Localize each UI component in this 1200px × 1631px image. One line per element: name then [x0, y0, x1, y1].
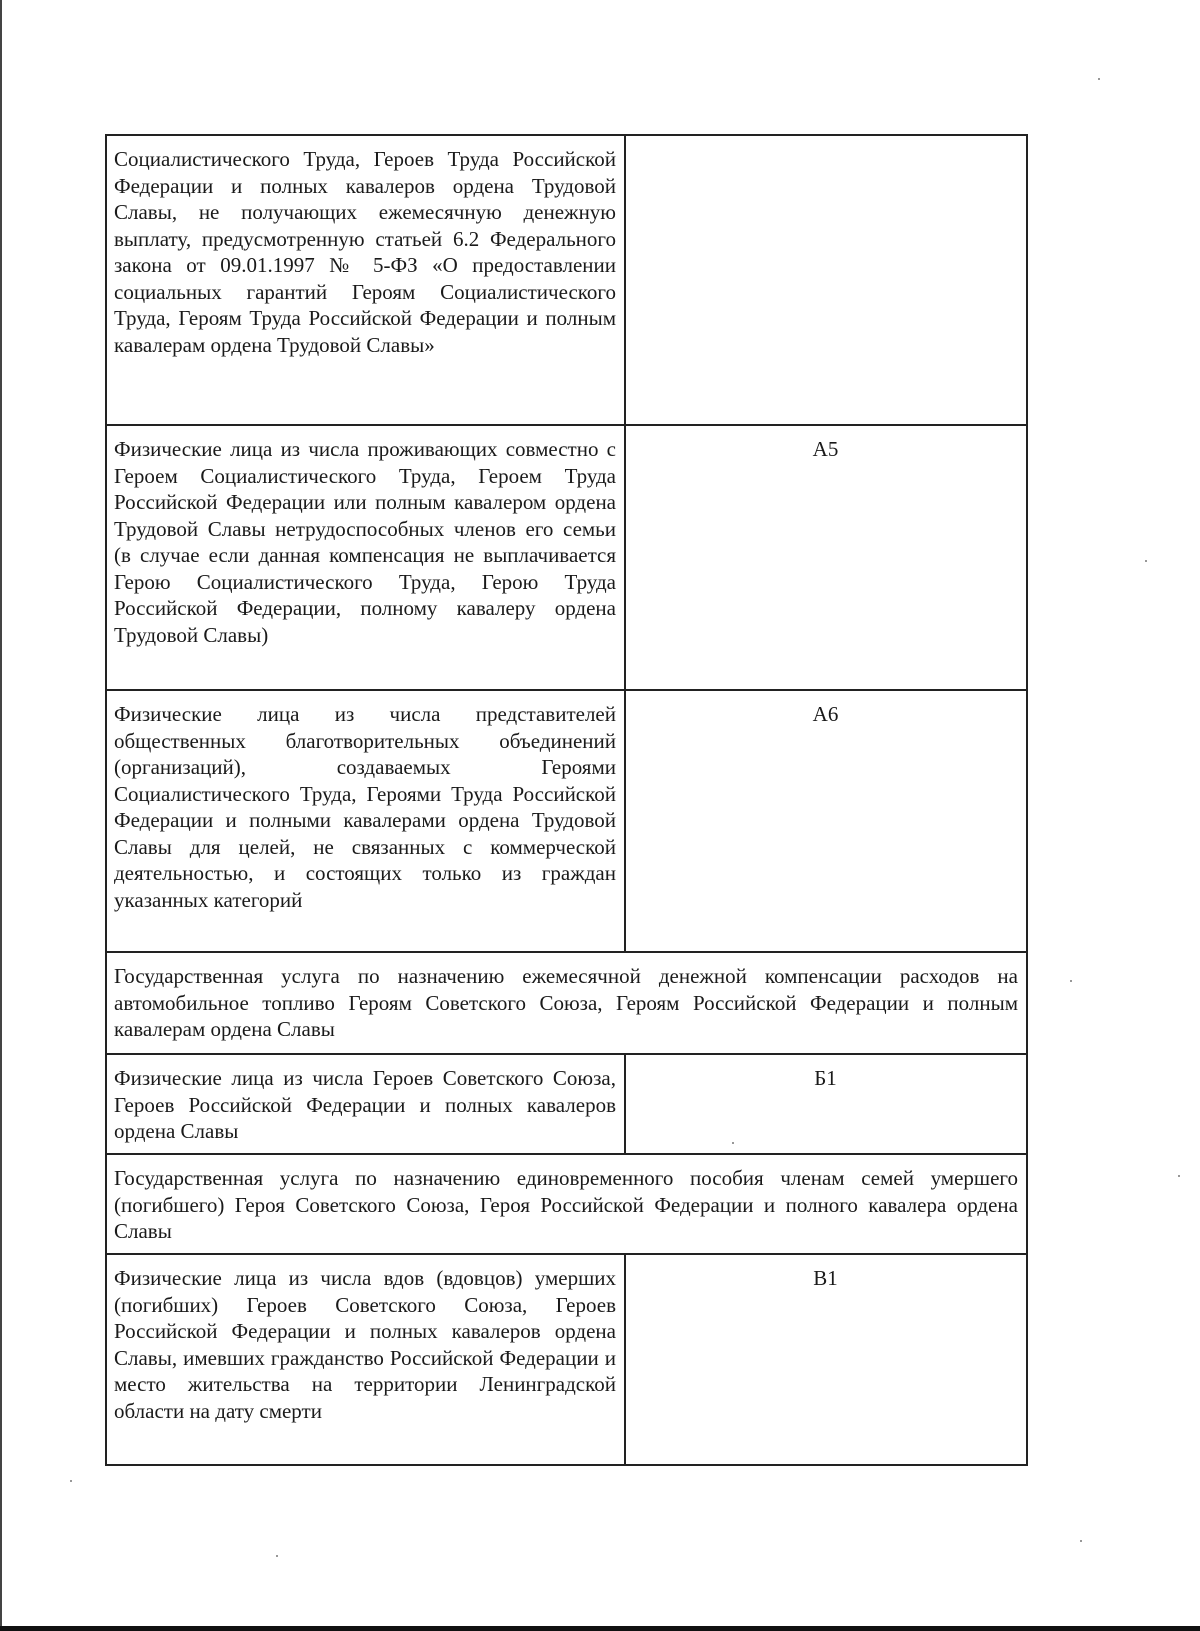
scan-bottom-edge — [0, 1626, 1200, 1631]
beneficiary-table — [105, 134, 1028, 1466]
scan-left-edge — [0, 0, 2, 1631]
scan-speck — [732, 1142, 734, 1144]
section-heading: Государственная услуга по назначению единовременного пособия членам семей умершего (погибшего) Героя Советского Союза, Героя Российской Федерации и полного кавалера ордена Славы — [106, 1154, 1027, 1254]
scan-speck — [1070, 980, 1072, 982]
scan-speck — [1080, 1540, 1082, 1542]
scan-speck — [1145, 560, 1147, 562]
table-row — [106, 1254, 1027, 1465]
scan-speck — [1098, 78, 1100, 80]
table-row — [106, 1054, 1027, 1154]
row-description: Физические лица из числа представителей общественных благотворительных объединений (организаций), создаваемых Героями Социалистического Труда, Героями Труда Российской Федерации и полными кавалерами ордена Трудовой Славы для целей, не связанных с коммерческой деятельностью, и состоящих только из граждан указанных категорий — [106, 690, 625, 952]
table-row — [106, 425, 1027, 690]
section-heading: Государственная услуга по назначению ежемесячной денежной компенсации расходов на автомобильное топливо Героям Советского Союза, Героям Российской Федерации и полным кавалерам ордена Славы — [106, 952, 1027, 1054]
row-code: В1 — [625, 1254, 1027, 1465]
row-code: А6 — [625, 690, 1027, 952]
scan-speck — [276, 1555, 278, 1557]
row-description: Физические лица из числа Героев Советского Союза, Героев Российской Федерации и полных кавалеров ордена Славы — [106, 1054, 625, 1154]
section-row — [106, 952, 1027, 1054]
row-description: Физические лица из числа проживающих совместно с Героем Социалистического Труда, Героем Труда Российской Федерации или полным кавалером ордена Трудовой Славы нетрудоспособных членов его семьи (в случае если данная компенсация не выплачивается Герою Социалистического Труда, Герою Труда Российской Федерации, полному кавалеру ордена Трудовой Славы) — [106, 425, 625, 690]
row-code — [625, 135, 1027, 425]
row-description: Социалистического Труда, Героев Труда Российской Федерации и полных кавалеров ордена Трудовой Славы, не получающих ежемесячную денежную выплату, предусмотренную статьей 6.2 Федерального закона от 09.01.1997 № 5-ФЗ «О предоставлении социальных гарантий Героям Социалистического Труда, Героям Труда Российской Федерации и полным кавалерам ордена Трудовой Славы» — [106, 135, 625, 425]
table-row — [106, 135, 1027, 425]
table-row — [106, 690, 1027, 952]
scan-speck — [1178, 1175, 1180, 1177]
row-code: А5 — [625, 425, 1027, 690]
section-row — [106, 1154, 1027, 1254]
row-description: Физические лица из числа вдов (вдовцов) умерших (погибших) Героев Советского Союза, Героев Российской Федерации и полных кавалеров ордена Славы, имевших гражданство Российской Федерации и место жительства на территории Ленинградской области на дату смерти — [106, 1254, 625, 1465]
row-code: Б1 — [625, 1054, 1027, 1154]
scan-speck — [70, 1480, 72, 1482]
